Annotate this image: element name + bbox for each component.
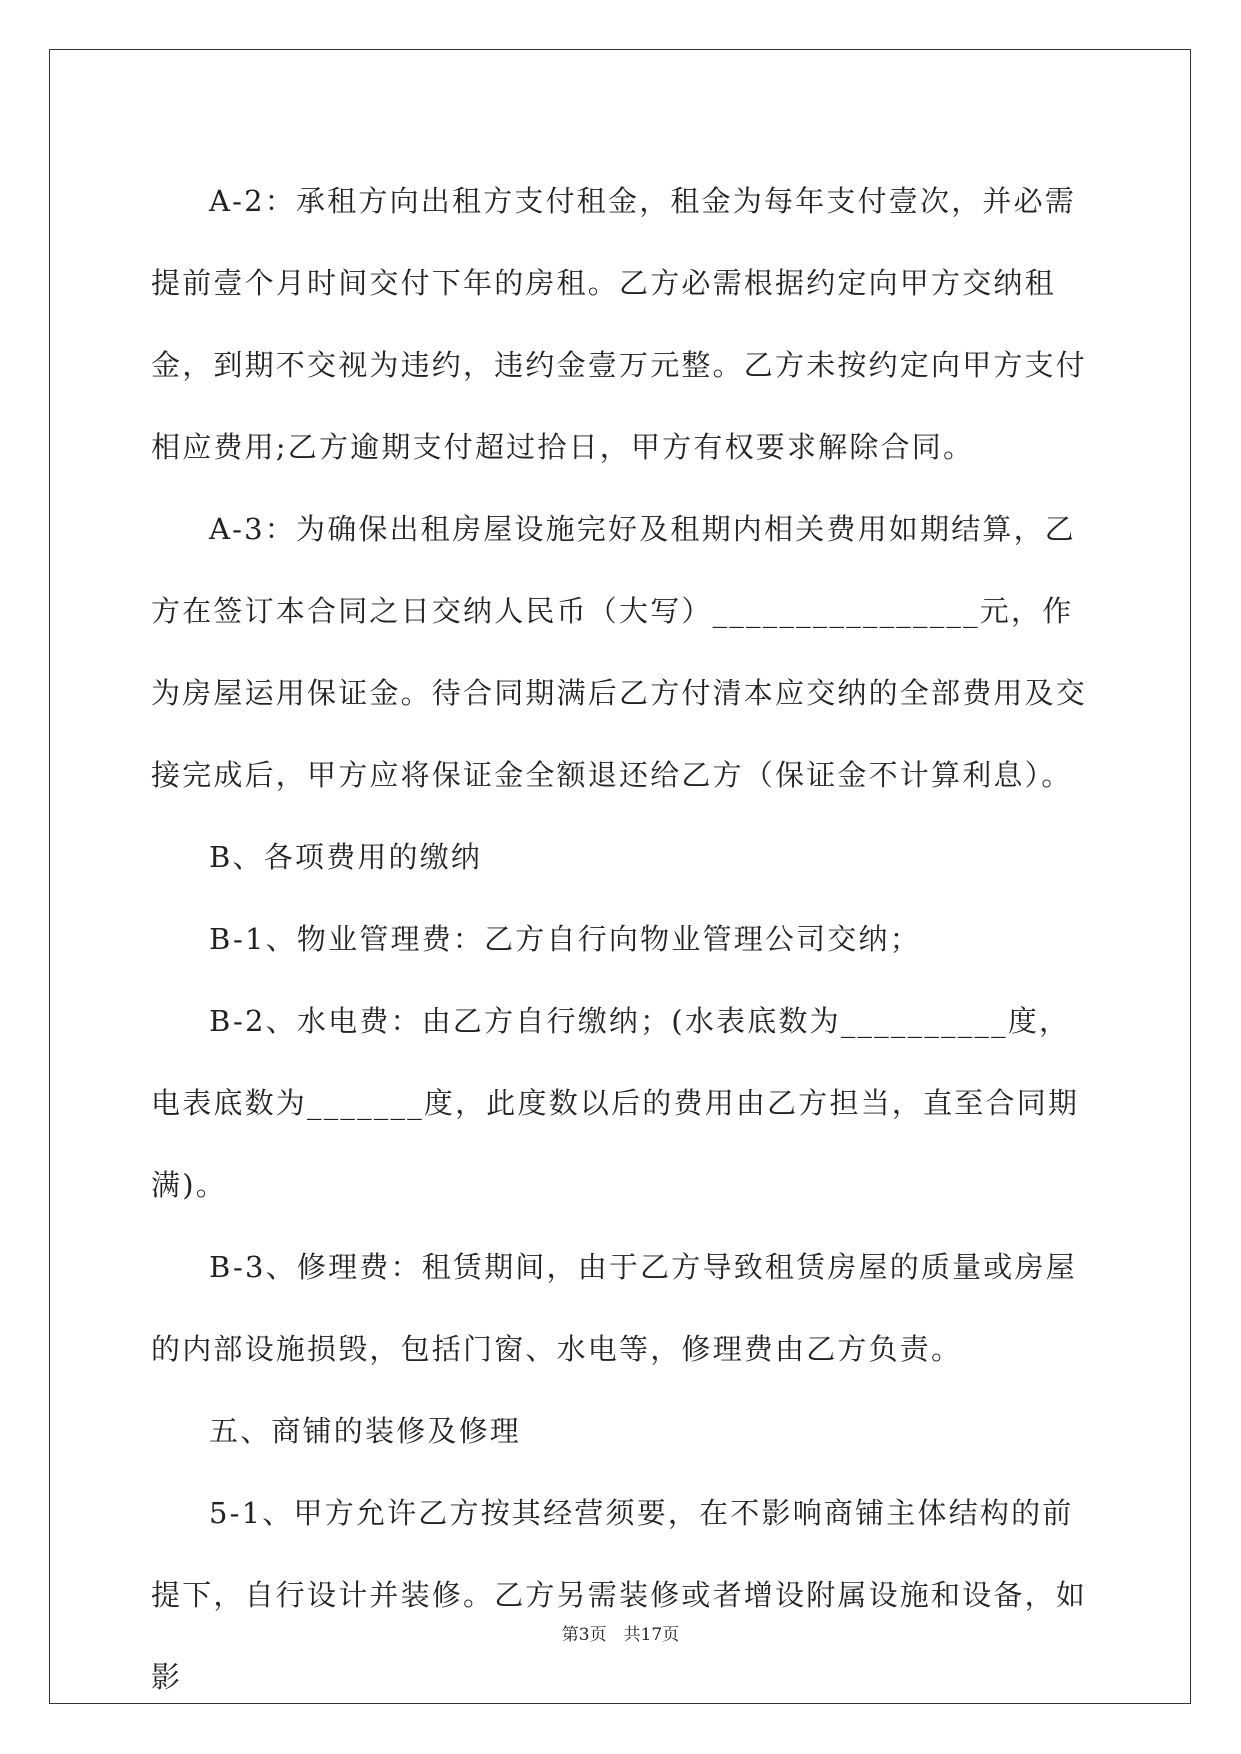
section-heading-five: 五、商铺的装修及修理 — [209, 1414, 522, 1448]
document-body — [151, 160, 1091, 1718]
page-number-footer: 第3页 共17页 — [561, 1625, 680, 1645]
paragraph-5-1: 5-1、甲方允许乙方按其经营须要，在不影响商铺主体结构的前提下，自行设计并装修。乙方另需装修或者增设附属设施和设备，如影 — [151, 1496, 1088, 1694]
paragraph-b3: B-3、修理费：租赁期间，由于乙方导致租赁房屋的质量或房屋的内部设施损毁，包括门窗、水电等，修理费由乙方负责。 — [151, 1250, 1077, 1366]
paragraph-b2: B-2、水电费：由乙方自行缴纳；(水表底数为__________度，电表底数为_______度，此度数以后的费用由乙方担当，直至合同期满)。 — [151, 1004, 1080, 1202]
paragraph-a2: A-2：承租方向出租方支付租金，租金为每年支付壹次，并必需提前壹个月时间交付下年的房租。乙方必需根据约定向甲方交纳租金，到期不交视为违约，违约金壹万元整。乙方未按约定向甲方支付相应费用;乙方逾期支付超过拾日，甲方有权要求解除合同。 — [151, 184, 1088, 464]
paragraph-b1: B-1、物业管理费：乙方自行向物业管理公司交纳； — [209, 922, 921, 956]
section-heading-b: B、各项费用的缴纳 — [209, 840, 483, 874]
paragraph-a3: A-3：为确保出租房屋设施完好及租期内相关费用如期结算，乙方在签订本合同之日交纳人民币（大写）________________元，作为房屋运用保证金。待合同期满后乙方付清本应交纳的全部费用及交接完成后，甲方应将保证金全额退还给乙方（保证金不计算利息）。 — [151, 512, 1088, 792]
